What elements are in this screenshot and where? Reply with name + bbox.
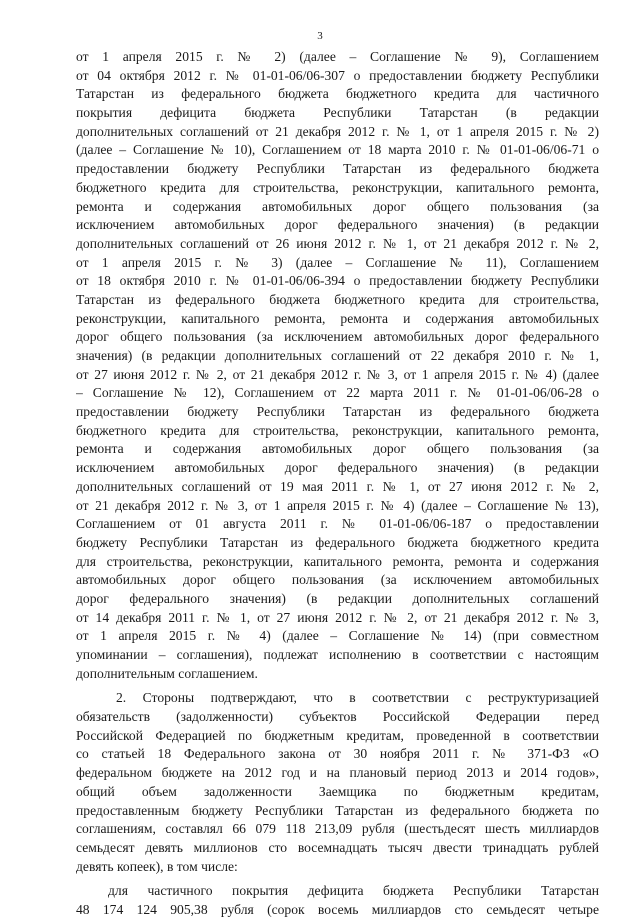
text-line: бюджету Республики Татарстан из федерального бюджета бюджетного кредита bbox=[76, 534, 599, 550]
text-line: девять копеек), в том числе: bbox=[76, 858, 238, 874]
text-line: дополнительных соглашений от 19 мая 2011 г. № 1, от 27 июня 2012 г. № 2, bbox=[76, 478, 599, 494]
text-line: реконструкции, капитального ремонта, ремонта и содержания автомобильных bbox=[76, 310, 599, 326]
paragraph-1 bbox=[76, 48, 599, 683]
text-line: ремонта и содержания автомобильных дорог общего пользования (за bbox=[76, 441, 599, 457]
text-line: бюджетного кредита для строительства, реконструкции, капитального ремонта, bbox=[76, 179, 599, 195]
text-line: предоставлении бюджету Республики Татарстан из федерального бюджета bbox=[76, 404, 599, 420]
text-line: 2. Стороны подтверждают, что в соответствии с реструктуризацией bbox=[116, 690, 599, 706]
text-line: со статьей 18 Федерального закона от 30 ноября 2011 г. № 371-ФЗ «О bbox=[76, 746, 599, 762]
text-line: предоставленным бюджету Республики Татарстан из федерального бюджета по bbox=[76, 802, 599, 818]
text-line: предоставлении бюджету Республики Татарстан из федерального бюджета bbox=[76, 161, 599, 177]
text-line: федеральном бюджете на 2012 год и на плановый период 2013 и 2014 годов», bbox=[76, 765, 599, 781]
text-line: Татарстан из федерального бюджета бюджетного кредита для частичного bbox=[76, 86, 599, 102]
text-line: дорог общего пользования (за исключением автомобильных дорог федерального bbox=[76, 329, 599, 345]
text-line: бюджетного кредита для строительства, реконструкции, капитального ремонта, bbox=[76, 422, 599, 438]
text-line: дорог федерального значения) (в редакции дополнительных соглашений bbox=[76, 590, 599, 606]
text-line: от 21 декабря 2012 г. № 3, от 1 апреля 2015 г. № 4) (далее – Соглашение № 13), bbox=[76, 497, 599, 513]
text-line: ремонта и содержания автомобильных дорог общего пользования (за bbox=[76, 198, 599, 214]
text-line: (далее – Соглашение № 10), Соглашением от 18 марта 2010 г. № 01-01-06/06-71 о bbox=[76, 142, 599, 158]
text-line: значения) (в редакции дополнительных соглашений от 22 декабря 2010 г. № 1, bbox=[76, 348, 599, 363]
text-line: от 1 апреля 2015 г. № 3) (далее – Соглашение № 11), Соглашением bbox=[76, 254, 599, 270]
text-line: упоминании – соглашения), подлежат исполнению в соответствии с настоящим bbox=[76, 647, 599, 662]
document-body bbox=[76, 48, 599, 920]
text-line: 48 174 124 905,38 рубля (сорок восемь миллиардов сто семьдесят четыре bbox=[76, 901, 599, 917]
text-line: общий объем задолженности Заемщика по бюджетным кредитам, bbox=[76, 783, 599, 799]
text-line: от 04 октября 2012 г. № 01-01-06/06-307 о предоставлении бюджету Республики bbox=[76, 67, 599, 83]
text-line: семьдесят девять миллионов сто восемнадцать тысяч двести тринадцать рублей bbox=[76, 839, 599, 855]
text-line: от 1 апреля 2015 г. № 4) (далее – Соглашение № 14) (при совместном bbox=[76, 628, 599, 644]
text-line: дополнительных соглашений от 21 декабря 2012 г. № 1, от 1 апреля 2015 г. № 2) bbox=[76, 123, 599, 139]
text-line: Соглашением от 01 августа 2011 г. № 01-01-06/06-187 о предоставлении bbox=[76, 516, 599, 532]
text-line: – Соглашение № 12), Соглашением от 22 марта 2011 г. № 01-01-06/06-28 о bbox=[76, 385, 599, 401]
text-line: соглашениям, составлял 66 079 118 213,09 рубля (шестьдесят шесть миллиардов bbox=[76, 821, 599, 837]
text-line: покрытия дефицита бюджета Республики Татарстан (в редакции bbox=[76, 105, 599, 121]
page-number: 3 bbox=[317, 30, 323, 42]
text-line: Татарстан из федерального бюджета бюджетного кредита для строительства, bbox=[76, 291, 599, 307]
text-line: от 18 октября 2010 г. № 01-01-06/06-394 о предоставлении бюджету Республики bbox=[76, 273, 599, 289]
text-line: дополнительным соглашением. bbox=[76, 665, 258, 681]
text-line: для строительства, реконструкции, капитального ремонта, ремонта и содержания bbox=[76, 553, 599, 569]
paragraph-3 bbox=[76, 882, 599, 919]
text-line: Российской Федерацией по бюджетным кредитам, проведенной в соответствии bbox=[76, 727, 599, 743]
text-line: автомобильных дорог общего пользования (за исключением автомобильных bbox=[76, 572, 599, 588]
text-line: для частичного покрытия дефицита бюджета Республики Татарстан bbox=[108, 883, 599, 899]
text-line: исключением автомобильных дорог федерального значения) (в редакции bbox=[76, 217, 599, 233]
text-line: дополнительных соглашений от 26 июня 2012 г. № 1, от 21 декабря 2012 г. № 2, bbox=[76, 235, 599, 251]
text-line: от 27 июня 2012 г. № 2, от 21 декабря 2012 г. № 3, от 1 апреля 2015 г. № 4) (далее bbox=[76, 366, 599, 382]
text-line: от 1 апреля 2015 г. № 2) (далее – Соглашение № 9), Соглашением bbox=[76, 49, 599, 64]
text-line: исключением автомобильных дорог федерального значения) (в редакции bbox=[76, 460, 599, 476]
text-line: от 14 декабря 2011 г. № 1, от 27 июня 2012 г. № 2, от 21 декабря 2012 г. № 3, bbox=[76, 609, 599, 625]
text-line: обязательств (задолженности) субъектов Российской Федерации перед bbox=[76, 709, 599, 725]
paragraph-2 bbox=[76, 689, 599, 876]
